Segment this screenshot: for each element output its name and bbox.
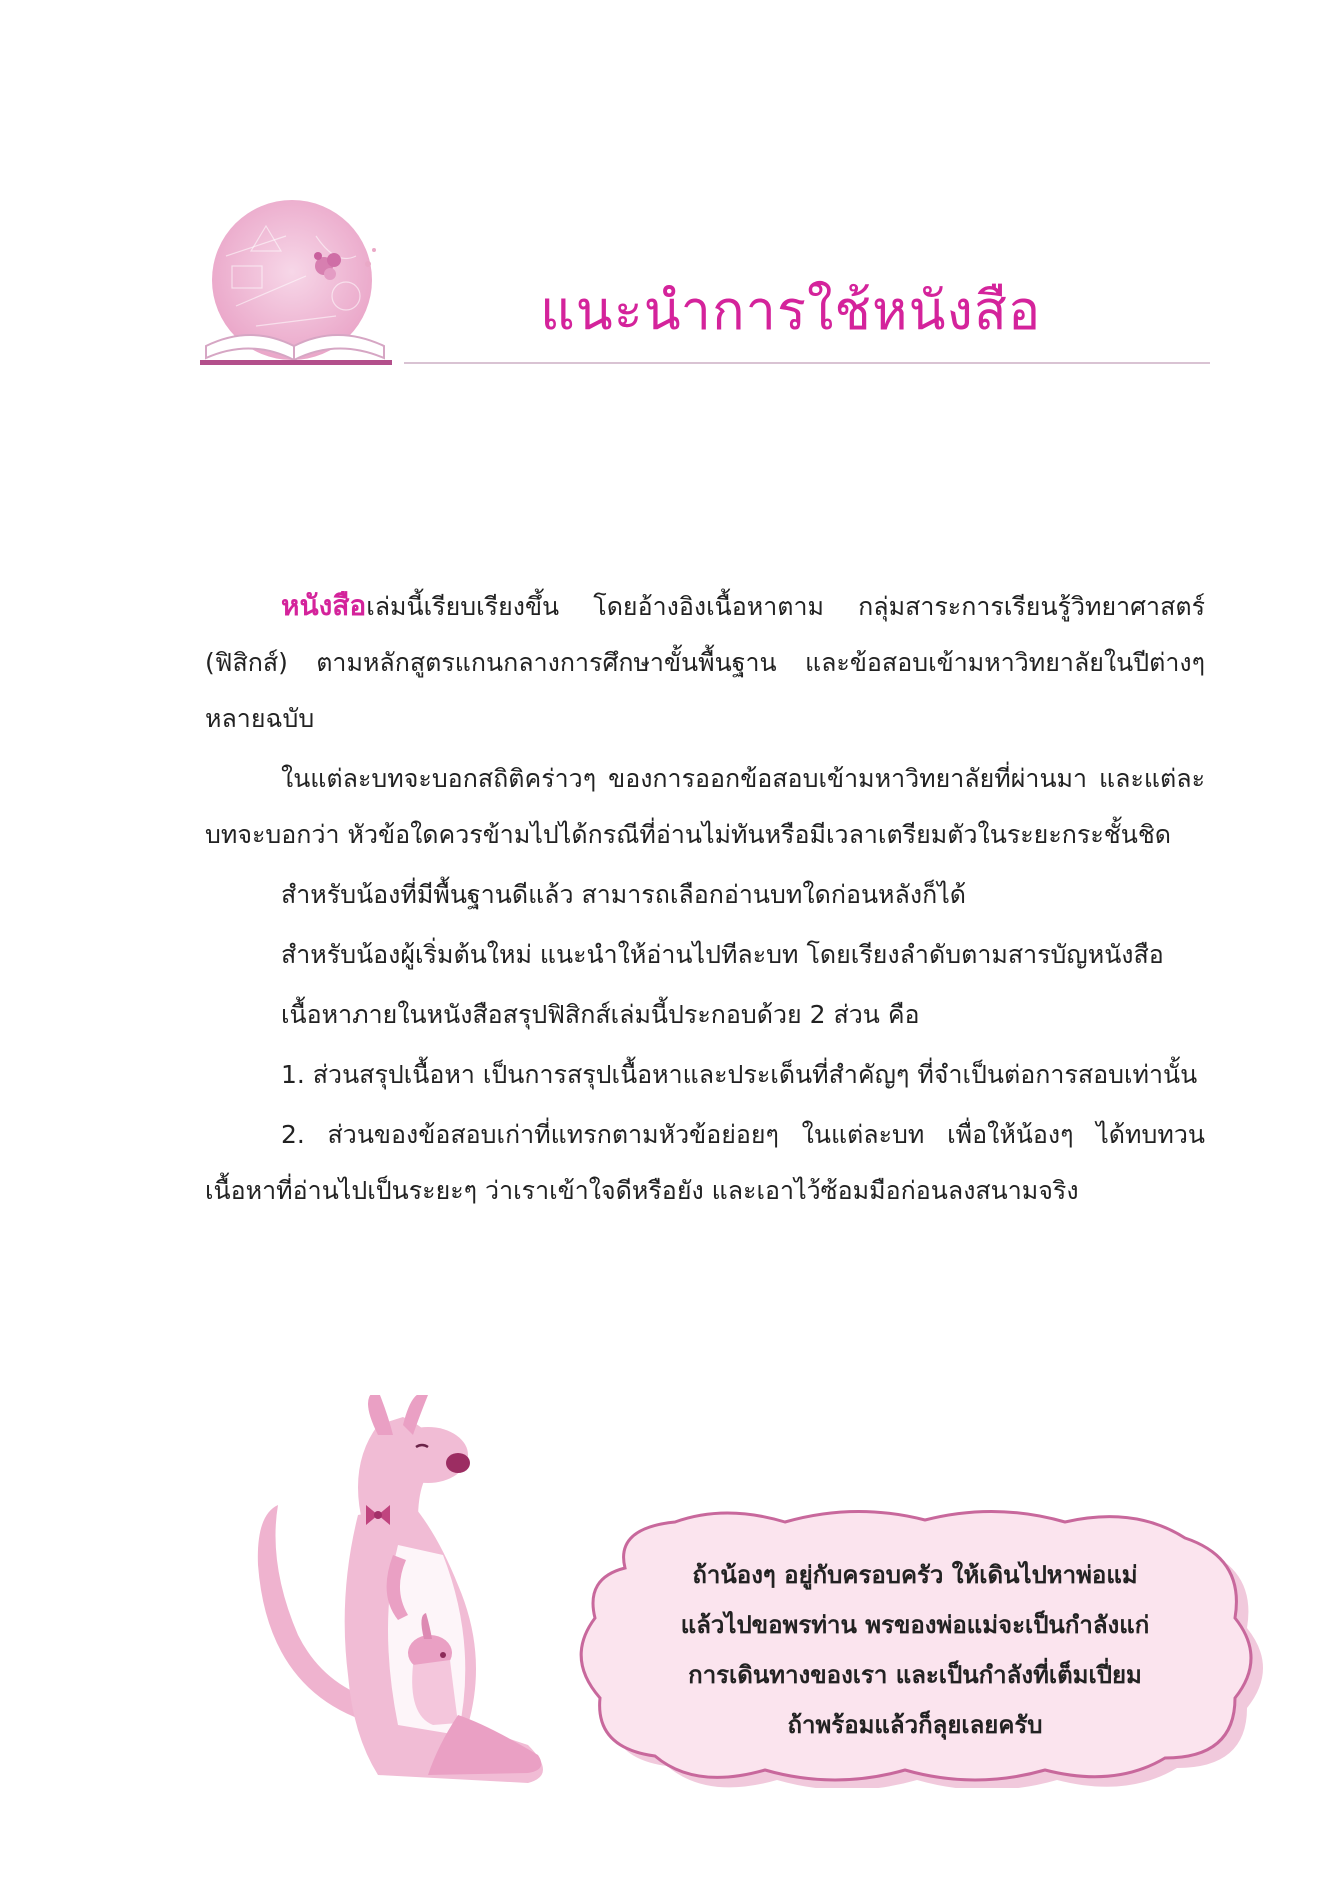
speech-line: การเดินทางของเรา และเป็นกำลังที่เต็มเปี่ยม	[688, 1661, 1142, 1689]
paragraph-intro	[205, 578, 1205, 747]
lead-word: หนังสือ	[281, 589, 367, 622]
speech-bubble	[555, 1508, 1275, 1788]
speech-line: แล้วไปขอพรท่าน พรของพ่อแม่จะเป็นกำลังแก่	[680, 1611, 1150, 1639]
speech-line: ถ้าน้องๆ อยู่กับครอบครัว ให้เดินไปหาพ่อแม่	[692, 1561, 1138, 1589]
title-divider	[404, 362, 1210, 364]
paragraph-text: เล่มนี้เรียบเรียงขึ้น โดยอ้างอิงเนื้อหาตาม กลุ่มสาระการเรียนรู้วิทยาศาสตร์ (ฟิสิกส์) ตามหลักสูตรแกนกลางการศึกษาขั้นพื้นฐาน และข้อสอบเข้ามหาวิทยาลัยในปีต่างๆ หลายฉบับ	[205, 592, 1205, 733]
kangaroo-mother-and-joey-icon	[228, 1395, 558, 1795]
paragraph-statistics: ในแต่ละบทจะบอกสถิติคร่าวๆ ของการออกข้อสอบเข้ามหาวิทยาลัยที่ผ่านมา และแต่ละบทจะบอกว่า หัวข้อใดควรข้ามไปได้กรณีที่อ่านไม่ทันหรือมีเวลาเตรียมตัวในระยะกระชั้นชิด	[205, 764, 1205, 849]
paragraph-advanced-readers: สำหรับน้องที่มีพื้นฐานดีแล้ว สามารถเลือกอ่านบทใดก่อนหลังก็ได้	[281, 880, 967, 909]
paragraph-structure: เนื้อหาภายในหนังสือสรุปฟิสิกส์เล่มนี้ประกอบด้วย 2 ส่วน คือ	[281, 1000, 920, 1029]
speech-line: ถ้าพร้อมแล้วก็ลุยเลยครับ	[787, 1711, 1043, 1739]
list-item-summary: 1. ส่วนสรุปเนื้อหา เป็นการสรุปเนื้อหาและประเด็นที่สำคัญๆ ที่จำเป็นต่อการสอบเท่านั้น	[281, 1060, 1198, 1089]
speech-bubble-text	[615, 1550, 1215, 1750]
paragraph-beginners: สำหรับน้องผู้เริ่มต้นใหม่ แนะนำให้อ่านไปทีละบท โดยเรียงลำดับตามสารบัญหนังสือ	[281, 940, 1164, 969]
list-item-past-exams: 2. ส่วนของข้อสอบเก่าที่แทรกตามหัวข้อย่อยๆ ในแต่ละบท เพื่อให้น้องๆ ได้ทบทวนเนื้อหาที่อ่านไปเป็นระยะๆ ว่าเราเข้าใจดีหรือยัง และเอาไว้ซ้อมมือก่อนลงสนามจริง	[205, 1120, 1205, 1205]
open-book-physics-icon	[196, 196, 396, 371]
introduction-body	[205, 578, 1205, 1219]
page-title: แนะนำการใช้หนังสือ	[540, 279, 1042, 342]
